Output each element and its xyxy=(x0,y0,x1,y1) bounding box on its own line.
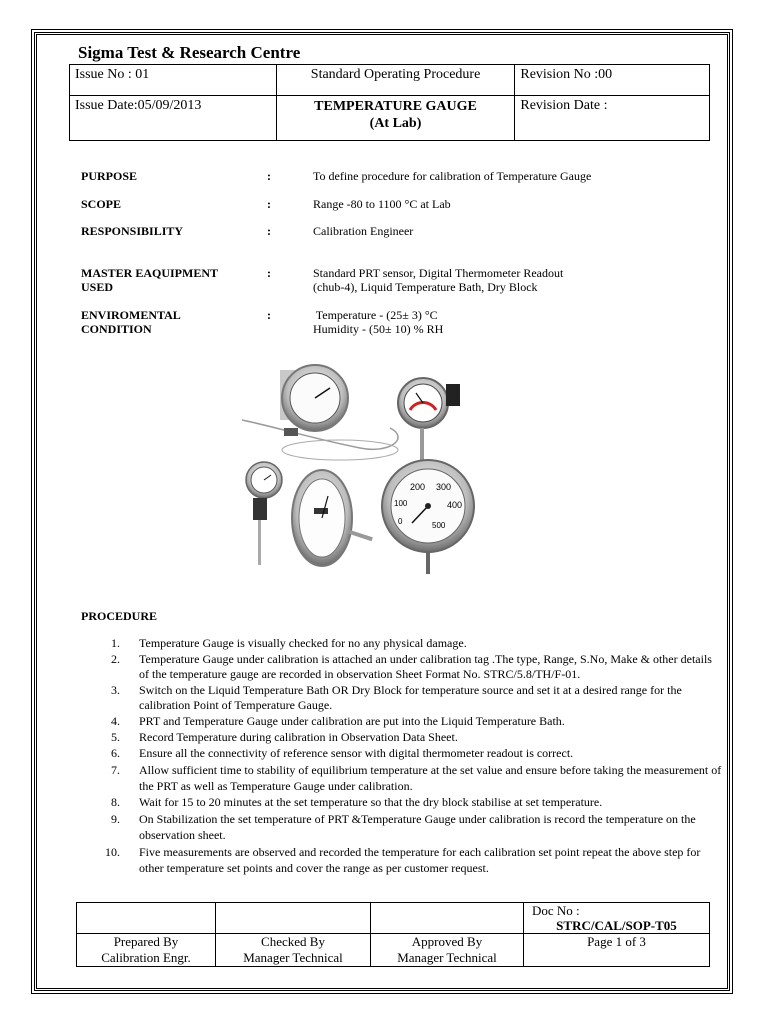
gauge-scale-300: 300 xyxy=(436,482,452,492)
environmental-condition-row xyxy=(81,308,721,338)
step-number: 4. xyxy=(111,714,120,728)
colon: : xyxy=(267,169,271,183)
checked-by-role: Manager Technical xyxy=(243,950,343,965)
approved-by-role: Manager Technical xyxy=(397,950,497,965)
step-number: 3. xyxy=(111,683,120,697)
step-text: Allow sufficient time to stability of equilibrium temperature at the set value and ensure before taking the measurement of the PRT as well as Temperature Gauge under calibration. xyxy=(139,763,722,793)
checked-signature-cell xyxy=(216,903,371,934)
doc-no-label: Doc No : xyxy=(532,903,580,918)
prepared-signature-cell xyxy=(77,903,216,934)
gauge-scale-500: 500 xyxy=(432,521,446,530)
document-title xyxy=(276,96,515,141)
list-item xyxy=(98,714,724,729)
capillary-gauge-image xyxy=(242,365,398,460)
scope-label: SCOPE xyxy=(81,197,122,211)
scope-value: Range -80 to 1100 °C at Lab xyxy=(313,197,451,211)
step-text: On Stabilization the set temperature of PRT &Temperature Gauge under calibration is record the temperature on the observation sheet. xyxy=(139,812,696,842)
page-number: Page 1 of 3 xyxy=(587,934,646,949)
procedure-steps xyxy=(98,636,724,877)
prepared-by-cell xyxy=(77,934,216,967)
step-number: 10. xyxy=(105,845,120,859)
scope-row xyxy=(81,197,721,213)
gauge-scale-200: 200 xyxy=(410,482,426,492)
purpose-value: To define procedure for calibration of Temperature Gauge xyxy=(313,169,592,183)
gauge-scale-400: 400 xyxy=(447,500,463,510)
approved-signature-cell xyxy=(371,903,524,934)
gauge-scale-100: 100 xyxy=(394,499,408,508)
revision-date: Revision Date : xyxy=(515,96,710,141)
step-text: Ensure all the connectivity of reference sensor with digital thermometer readout is correct. xyxy=(139,746,574,760)
master-equipment-value-2: (chub-4), Liquid Temperature Bath, Dry Block xyxy=(313,280,538,294)
procedure-heading: PROCEDURE xyxy=(81,609,158,623)
list-item xyxy=(98,636,724,651)
environmental-value-2: Humidity - (50± 10) % RH xyxy=(313,322,444,336)
environmental-label-2: CONDITION xyxy=(81,322,152,336)
company-name: Sigma Test & Research Centre xyxy=(78,43,301,62)
step-text: Record Temperature during calibration in Observation Data Sheet. xyxy=(139,730,458,744)
purpose-label: PURPOSE xyxy=(81,169,138,183)
step-text: PRT and Temperature Gauge under calibration are put into the Liquid Temperature Bath. xyxy=(139,714,565,728)
responsibility-row xyxy=(81,224,721,240)
title-line-2: (At Lab) xyxy=(369,116,422,131)
prepared-by-label: Prepared By xyxy=(113,934,179,949)
list-item xyxy=(98,746,724,761)
colon: : xyxy=(267,266,271,280)
doc-type: Standard Operating Procedure xyxy=(276,65,515,96)
approved-by-cell xyxy=(371,934,524,967)
colon: : xyxy=(267,308,271,322)
list-item xyxy=(98,811,724,843)
contact-gauge-image xyxy=(398,378,460,470)
master-equipment-label-1: MASTER EAQUIPMENT xyxy=(81,266,219,280)
issue-no: Issue No : 01 xyxy=(70,65,277,96)
list-item xyxy=(98,683,724,713)
gauge-scale-0: 0 xyxy=(398,517,403,526)
step-number: 8. xyxy=(111,795,120,809)
issue-date: Issue Date:05/09/2013 xyxy=(70,96,277,141)
list-item xyxy=(98,844,724,876)
revision-no: Revision No :00 xyxy=(515,65,710,96)
environmental-value-1: Temperature - (25± 3) °C xyxy=(313,308,438,322)
list-item xyxy=(98,652,724,682)
master-equipment-value-1: Standard PRT sensor, Digital Thermometer Readout xyxy=(313,266,564,280)
step-number: 1. xyxy=(111,636,120,650)
responsibility-label: RESPONSIBILITY xyxy=(81,224,184,238)
list-item xyxy=(98,795,724,810)
step-number: 2. xyxy=(111,652,120,666)
purpose-row xyxy=(81,169,721,185)
master-equipment-row xyxy=(81,266,721,296)
step-text: Temperature Gauge under calibration is attached an under calibration tag .The type, Range, S.No, Make & other details of the temperature gauge are recorded in observation Sheet Format No. STRC/5.8/TH/F-01. xyxy=(139,652,712,681)
bimetal-gauge-image xyxy=(246,462,282,565)
list-item xyxy=(98,762,724,794)
colon: : xyxy=(267,224,271,238)
checked-by-cell xyxy=(216,934,371,967)
page-number-cell xyxy=(524,934,710,967)
step-text: Switch on the Liquid Temperature Bath OR Dry Block for temperature source and set it at a desired range for the calibration Point of Temperature Gauge. xyxy=(139,683,682,712)
header-table xyxy=(69,64,710,141)
checked-by-label: Checked By xyxy=(261,934,325,949)
prepared-by-role: Calibration Engr. xyxy=(101,950,191,965)
stainless-gauge-image xyxy=(382,460,474,574)
master-equipment-label-2: USED xyxy=(81,280,114,294)
step-text: Five measurements are observed and recorded the temperature for each calibration set point repeat the above step for other temperature set points and cover the range as per customer request. xyxy=(139,845,701,875)
step-number: 9. xyxy=(111,812,120,826)
doc-number-cell xyxy=(524,903,710,934)
footer-table xyxy=(76,902,710,967)
angle-gauge-image xyxy=(292,470,373,566)
title-line-1: TEMPERATURE GAUGE xyxy=(314,99,477,114)
step-text: Temperature Gauge is visually checked for no any physical damage. xyxy=(139,636,467,650)
list-item xyxy=(98,730,724,745)
approved-by-label: Approved By xyxy=(411,934,483,949)
environmental-label-1: ENVIROMENTAL xyxy=(81,308,181,322)
step-number: 5. xyxy=(111,730,120,744)
temperature-gauges-photo xyxy=(240,358,508,580)
step-number: 6. xyxy=(111,746,120,760)
responsibility-value: Calibration Engineer xyxy=(313,224,414,238)
step-number: 7. xyxy=(111,763,120,777)
step-text: Wait for 15 to 20 minutes at the set temperature so that the dry block stabilise at set temperature. xyxy=(139,795,603,809)
colon: : xyxy=(267,197,271,211)
doc-no-value: STRC/CAL/SOP-T05 xyxy=(556,918,677,933)
